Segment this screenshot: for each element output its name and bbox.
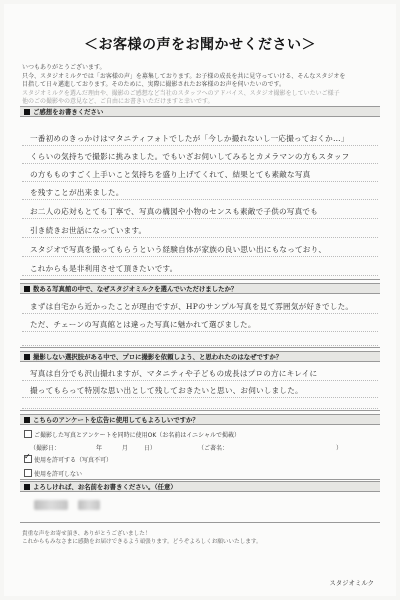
bullet-square-icon (24, 354, 30, 360)
answer-rule (22, 256, 378, 257)
q3-heading: 撮影しない選択肢がある中で、プロに撮影を依頼しよう、と思われたのはなぜですか？ (20, 351, 380, 362)
section-divider (20, 522, 380, 523)
q2-answer-line: ただ、チェーンの写真館とは違った写真に魅かれて選びました。 (30, 320, 256, 329)
q2-answer-line: まずは自宅から近かったことが理由ですが、HPのサンプル写真を見て雰囲気が好きでした。 (30, 302, 354, 311)
intro-text (22, 64, 378, 107)
answer-rule (22, 145, 378, 146)
q1-heading: ご感想をお書きください (20, 106, 380, 117)
redacted-name-image (34, 500, 68, 510)
section-divider (20, 479, 380, 480)
q1-answer-line: 引き続きお世話になっています。 (30, 226, 147, 235)
answer-rule (22, 408, 378, 409)
answer-rule (22, 380, 378, 381)
answer-rule (22, 313, 378, 314)
intro-line: 目指して日々邁進しております。そのために、実際に撮影されたお客様のお声を伺いたいのです。 (22, 81, 286, 89)
intro-line: いつもありがとうございます。 (22, 64, 106, 71)
answer-rule (22, 218, 378, 219)
bullet-square-icon (24, 417, 30, 423)
q5-heading: よろしければ、お名前をお書きください。（任意） (20, 481, 380, 492)
answer-rule (22, 237, 378, 238)
date-field[interactable]: （撮影日： 年 月 日） (30, 445, 156, 452)
q2-heading: 数ある写真館の中で、なぜスタジオミルクを選んでいただけましたか？ (20, 283, 380, 294)
q1-answer-line: お二人の応対もとても丁寧で、写真の構図や小物のセンスも素敵で子供の写真でも (30, 207, 318, 216)
intro-line-faint: スタジオミルクを選んだ理由や、撮影のご感想など当社のスタッフへのアドバイス、スタジオ撮影をしていたいご様子 (22, 89, 340, 97)
option-with-photo[interactable]: ご撮影した写真とアンケートを同時に使用OK（お名前はイニシャルで掲載） (24, 430, 240, 439)
answer-rule (22, 331, 378, 332)
answer-rule (22, 163, 378, 164)
q1-answer-line: くらいの気持ちで撮影に挑みました。でもいざお伺いしてみるとカメラマンの方もスタッフ (30, 152, 350, 161)
q3-answer-line: 撮ってもらって特別な思い出として残しておきたいと思い、お伺いしました。 (30, 386, 303, 395)
section-divider (20, 347, 380, 348)
brand-name: スタジオミルク (329, 579, 374, 587)
footer-text (22, 530, 262, 546)
bullet-square-icon (24, 484, 30, 490)
footer-line: これからもみなさまに感動をお届けできるよう頑張ります。どうぞよろしくお願いいたします。 (22, 539, 262, 545)
option-without-photo-checkbox[interactable] (24, 455, 32, 463)
intro-line-faint: 他のごの撮影やの意見など、ご自由にお書きいただけますと幸いです。 (22, 98, 214, 106)
page-title: ＜お客様の声をお聞かせください＞ (84, 37, 316, 53)
answer-rule (22, 345, 378, 346)
q1-answer-line: を残すことが出来ました。 (30, 188, 124, 197)
q1-answer-line: 一番初めのきっかけはマタニティフォトでしたが「今しか撮れないし一応撮っておくか…」 (30, 134, 349, 143)
option-with-photo-checkbox[interactable] (24, 430, 32, 438)
q3-answer-line: 写真は自分でも沢山撮れますが、マタニティや子どもの成長はプロの方にキレイに (30, 369, 318, 378)
q4-heading: こちらのアンケートを広告に使用してもよろしいですか？ (20, 414, 380, 425)
name-field[interactable]: （ご著名： ） (198, 445, 343, 452)
redacted-name-image (78, 500, 100, 510)
section-divider (20, 279, 380, 280)
q1-answer-line: の方もものすごく上手いこと気持ちを盛り上げてくれて、結果とても素敵な写真 (30, 170, 311, 179)
answer-rule (22, 275, 378, 276)
q1-answer-line: これからも是非利用させて頂きたいです。 (30, 264, 178, 273)
section-divider (20, 410, 380, 411)
bullet-square-icon (24, 109, 30, 115)
q1-answer-line: スタジオで写真を撮ってもらうという経験自体が家族の良い思い出にもなっており、 (30, 245, 327, 254)
bullet-square-icon (24, 286, 30, 292)
answer-rule (22, 181, 378, 182)
answer-rule (22, 199, 378, 200)
intro-line: 只今、スタジオミルクでは「お客様の声」を募集しております。お子様の成長を共に見守っていける、そんなスタジオを (22, 72, 346, 80)
option-deny-checkbox[interactable] (24, 469, 32, 477)
answer-rule (22, 397, 378, 398)
footer-line: 貴重な声をお寄せ頂き、ありがとうございました！ (22, 531, 151, 537)
option-without-photo[interactable]: ✓使用を許可する（写真不可） (24, 455, 112, 464)
option-deny[interactable]: 使用を許可しない (24, 469, 82, 478)
